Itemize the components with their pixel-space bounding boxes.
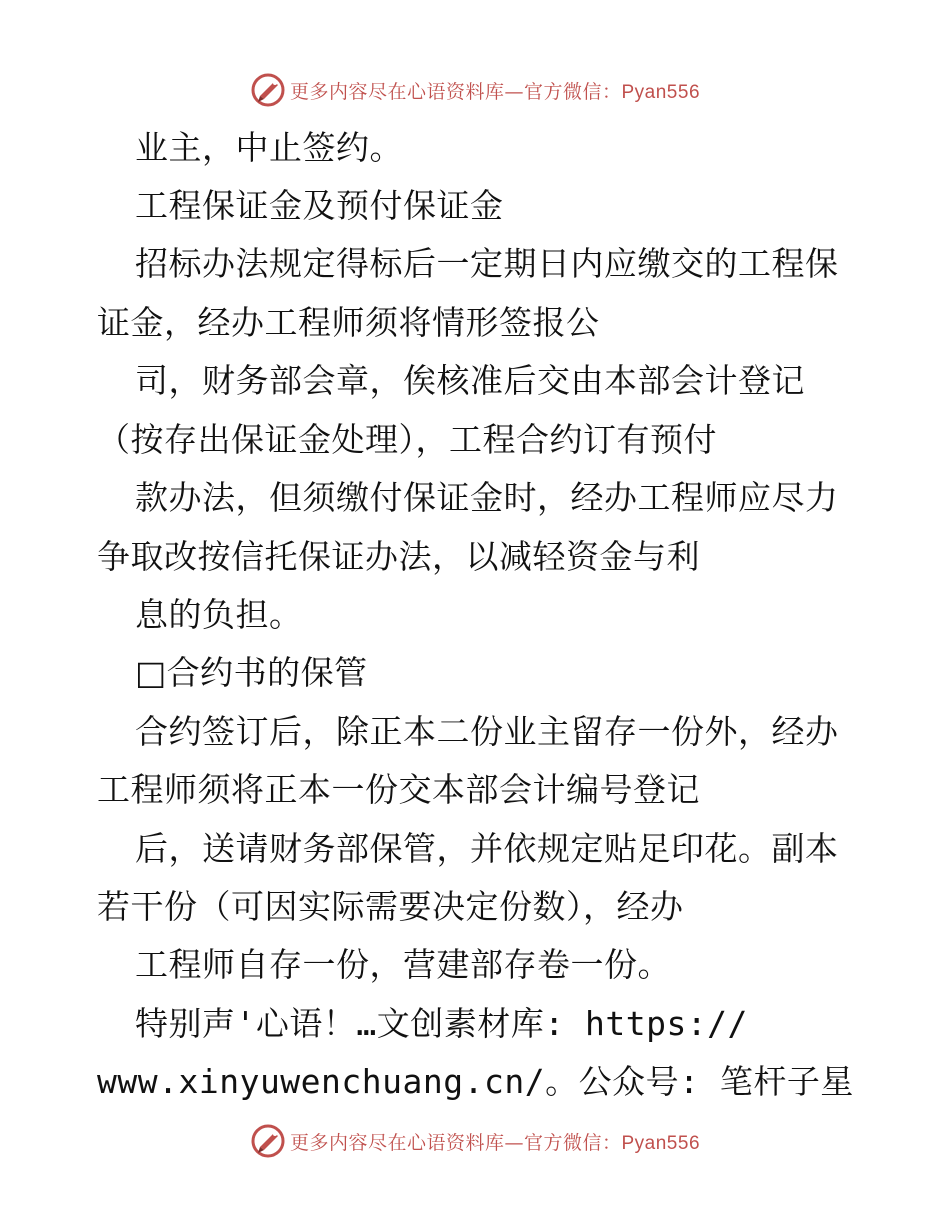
footer-wechat-id: Pyan556 bbox=[621, 1132, 701, 1154]
footer-banner-label: 更多内容尽在心语资料库—官方微信： bbox=[289, 1131, 622, 1154]
body-line: 息的负担。 bbox=[135, 595, 303, 634]
body-line: 后，送请财务部保管，并依规定贴足印花。副本 bbox=[135, 829, 839, 868]
body-line: 工程保证金及预付保证金 bbox=[135, 186, 504, 225]
body-line: 业主，中止签约。 bbox=[135, 128, 403, 167]
body-line: 特别声'心语！…文创素材库: https:// bbox=[135, 1004, 748, 1043]
body-line: 证金，经办工程师须将情形签报公 bbox=[97, 303, 600, 342]
footer-banner bbox=[0, 1121, 950, 1161]
body-line: 招标办法规定得标后一定期日内应缴交的工程保 bbox=[135, 244, 839, 283]
header-banner-label: 更多内容尽在心语资料库—官方微信： bbox=[289, 80, 622, 103]
body-line: 合约签订后，除正本二份业主留存一份外，经办 bbox=[135, 712, 839, 751]
body-line: 工程师自存一份，营建部存卷一份。 bbox=[135, 945, 671, 984]
body-line: 款办法，但须缴付保证金时，经办工程师应尽力 bbox=[135, 478, 839, 517]
body-line: 争取改按信托保证办法，以减轻资金与利 bbox=[97, 537, 700, 576]
body-line: 若干份（可因实际需要决定份数），经办 bbox=[97, 887, 684, 926]
footer-banner-text bbox=[290, 1128, 700, 1155]
body-line: 工程师须将正本一份交本部会计编号登记 bbox=[97, 770, 700, 809]
body-line: 司，财务部会章，俟核准后交由本部会计登记 bbox=[135, 361, 805, 400]
section-heading: □合约书的保管 bbox=[135, 653, 368, 692]
writing-logo-icon bbox=[250, 1123, 286, 1159]
body-line: www.xinyuwenchuang.cn/。公众号: 笔杆子星 bbox=[97, 1062, 854, 1101]
header-wechat-id: Pyan556 bbox=[621, 81, 701, 103]
body-line: （按存出保证金处理），工程合约订有预付 bbox=[97, 420, 717, 459]
